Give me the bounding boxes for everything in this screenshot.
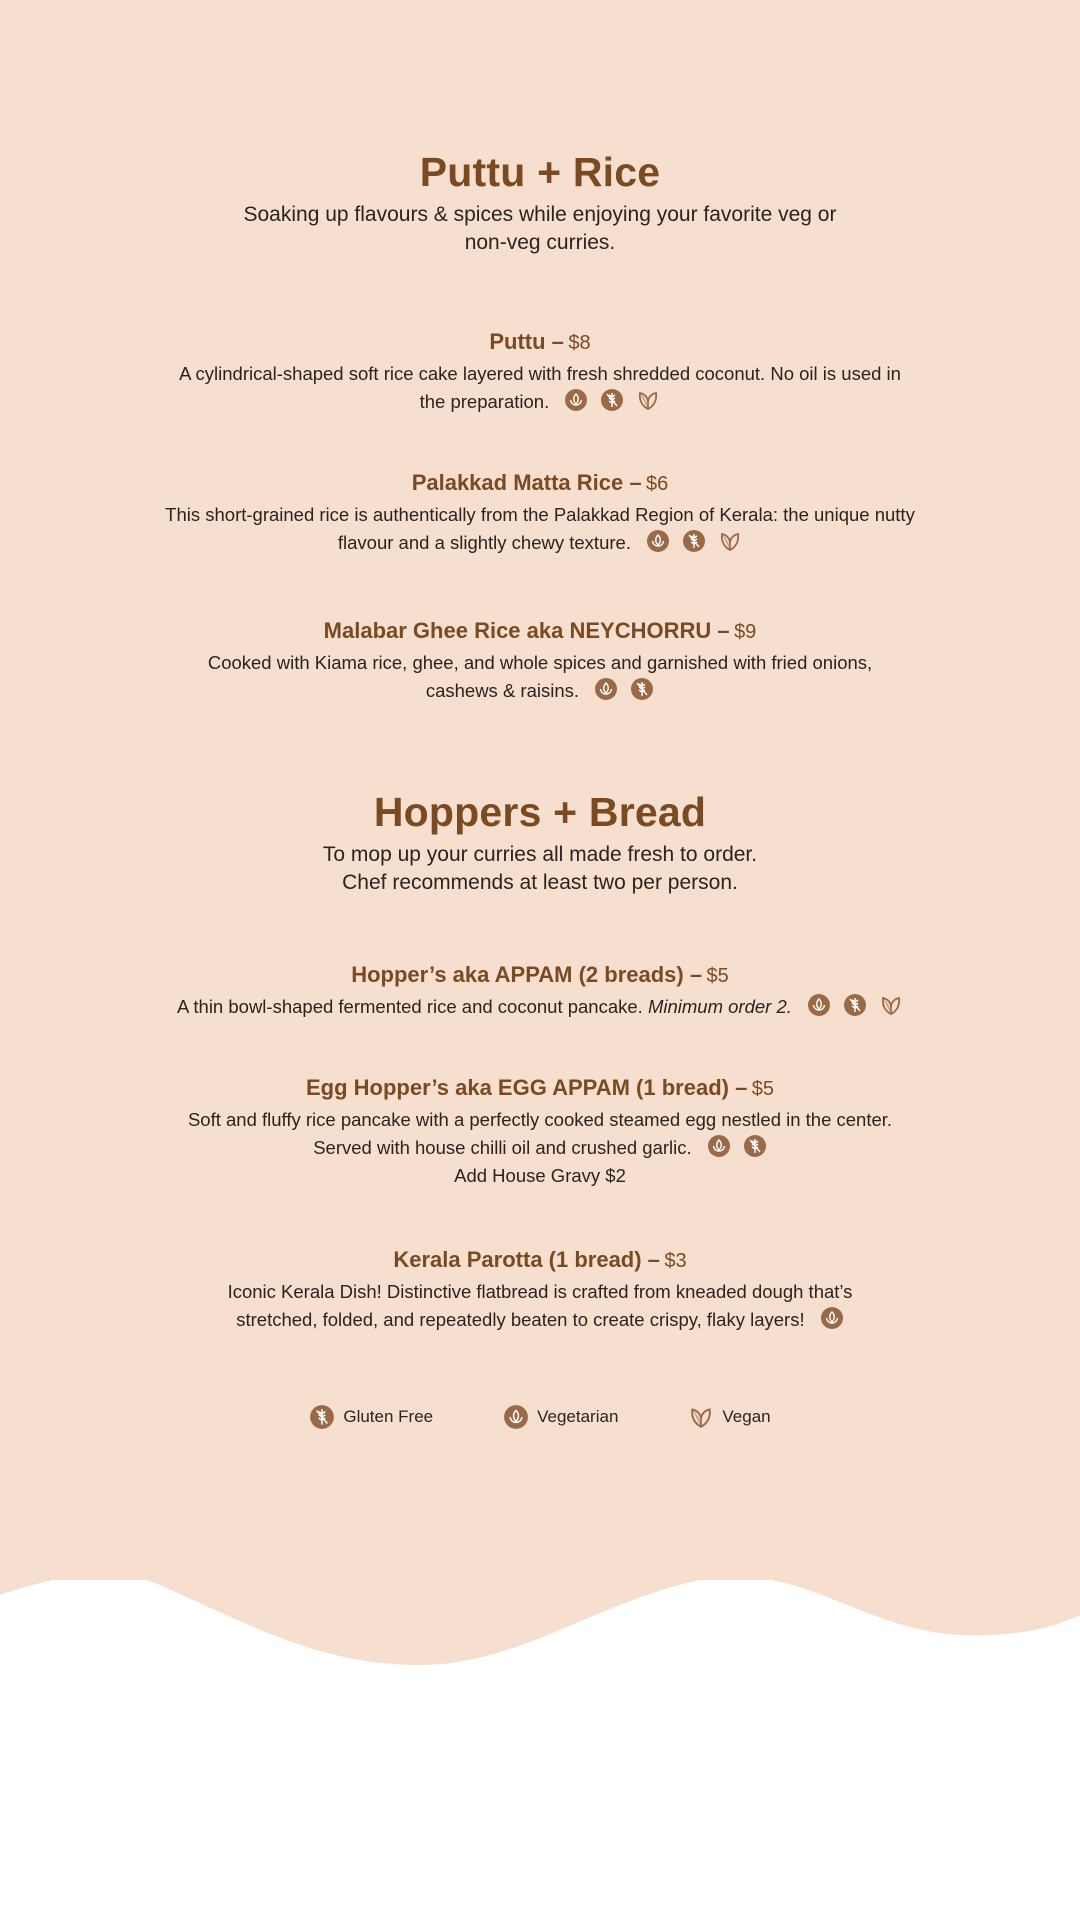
item-price: $9	[734, 621, 757, 643]
section-title: Puttu + Rice	[419, 149, 661, 195]
vegan-icon	[688, 1404, 714, 1430]
item-description	[130, 649, 950, 705]
item-description-line: Soft and fluffy rice pancake with a perfectly cooked steamed egg nestled in the center.	[187, 1109, 893, 1130]
section-title: Hoppers + Bread	[373, 789, 707, 835]
diet-icons	[564, 388, 660, 412]
item-description	[130, 360, 950, 416]
item-description-line: A thin bowl-shaped fermented rice and coconut pancake.	[176, 996, 643, 1017]
item-name: Puttu –	[489, 329, 564, 354]
section-subtitle	[0, 841, 1080, 897]
item-name: Hopper’s aka APPAM (2 breads) –	[351, 962, 703, 987]
item-description	[130, 501, 950, 557]
item-price: $3	[664, 1250, 687, 1272]
item-name: Malabar Ghee Rice aka NEYCHORRU –	[323, 618, 730, 643]
vegetarian-icon	[707, 1134, 731, 1158]
menu-item-egg-appam	[130, 1073, 950, 1190]
vegan-icon	[718, 529, 742, 553]
menu-item-palakkad-matta-rice	[130, 468, 950, 557]
item-description-line: the preparation.	[419, 391, 550, 412]
item-description-line: A cylindrical-shaped soft rice cake layered with fresh shredded coconut. No oil is used in	[179, 363, 901, 384]
item-price: $6	[646, 473, 669, 495]
menu-item-malabar-ghee-rice	[130, 616, 950, 705]
item-description	[130, 1278, 950, 1334]
section-subtitle-line: Chef recommends at least two per person.	[342, 871, 738, 895]
item-description-line: Cooked with Kiama rice, ghee, and whole spices and garnished with fried onions,	[207, 652, 873, 673]
vegan-icon	[879, 993, 903, 1017]
section-hoppers-bread	[0, 790, 1080, 897]
item-description-line: stretched, folded, and repeatedly beaten to create crispy, flaky layers!	[236, 1309, 805, 1330]
item-description-line: This short-grained rice is authentically from the Palakkad Region of Kerala: the unique nutty	[165, 504, 915, 525]
legend-vegetarian	[503, 1404, 618, 1430]
menu-item-appam	[90, 960, 990, 1021]
legend-label: Vegan	[722, 1407, 771, 1426]
item-price: $5	[751, 1078, 775, 1100]
section-subtitle-line: Soaking up flavours & spices while enjoying your favorite veg or	[243, 203, 837, 227]
vegetarian-icon	[564, 388, 588, 412]
gluten-free-icon	[630, 677, 654, 701]
vegetarian-icon	[646, 529, 670, 553]
item-price: $8	[568, 332, 591, 354]
legend-vegan	[688, 1404, 770, 1430]
item-description-line: cashews & raisins.	[425, 680, 580, 701]
section-subtitle-line: To mop up your curries all made fresh to order.	[322, 843, 758, 867]
item-name: Egg Hopper’s aka EGG APPAM (1 bread) –	[305, 1075, 748, 1100]
legend-gluten-free	[309, 1404, 433, 1430]
section-subtitle	[0, 201, 1080, 257]
menu-item-puttu	[130, 327, 950, 416]
diet-icons	[594, 677, 654, 701]
diet-icons	[807, 993, 903, 1017]
item-name: Palakkad Matta Rice –	[411, 470, 642, 495]
vegan-icon	[636, 388, 660, 412]
item-note: Minimum order 2.	[647, 996, 792, 1017]
gluten-free-icon	[309, 1404, 335, 1430]
item-description	[130, 1106, 950, 1190]
vegetarian-icon	[820, 1306, 844, 1330]
item-addon: Add House Gravy $2	[454, 1165, 626, 1186]
vegetarian-icon	[807, 993, 831, 1017]
gluten-free-icon	[600, 388, 624, 412]
gluten-free-icon	[682, 529, 706, 553]
wave-divider	[0, 1540, 1080, 1680]
section-subtitle-line: non-veg curries.	[464, 231, 616, 255]
item-description-line: Served with house chilli oil and crushed garlic.	[313, 1137, 692, 1158]
diet-legend	[0, 1404, 1080, 1430]
item-name: Kerala Parotta (1 bread) –	[393, 1247, 660, 1272]
diet-icons	[820, 1306, 844, 1330]
legend-label: Gluten Free	[343, 1407, 434, 1426]
menu-item-kerala-parotta	[130, 1245, 950, 1334]
gluten-free-icon	[843, 993, 867, 1017]
legend-label: Vegetarian	[537, 1407, 619, 1426]
item-description-line: Iconic Kerala Dish! Distinctive flatbread is crafted from kneaded dough that’s	[227, 1281, 853, 1302]
diet-icons	[646, 529, 742, 553]
section-puttu-rice	[0, 150, 1080, 257]
diet-icons	[707, 1134, 767, 1158]
vegetarian-icon	[594, 677, 618, 701]
item-description	[90, 993, 990, 1021]
item-description-line: flavour and a slightly chewy texture.	[337, 532, 631, 553]
vegetarian-icon	[503, 1404, 529, 1430]
item-price: $5	[706, 965, 729, 987]
gluten-free-icon	[743, 1134, 767, 1158]
